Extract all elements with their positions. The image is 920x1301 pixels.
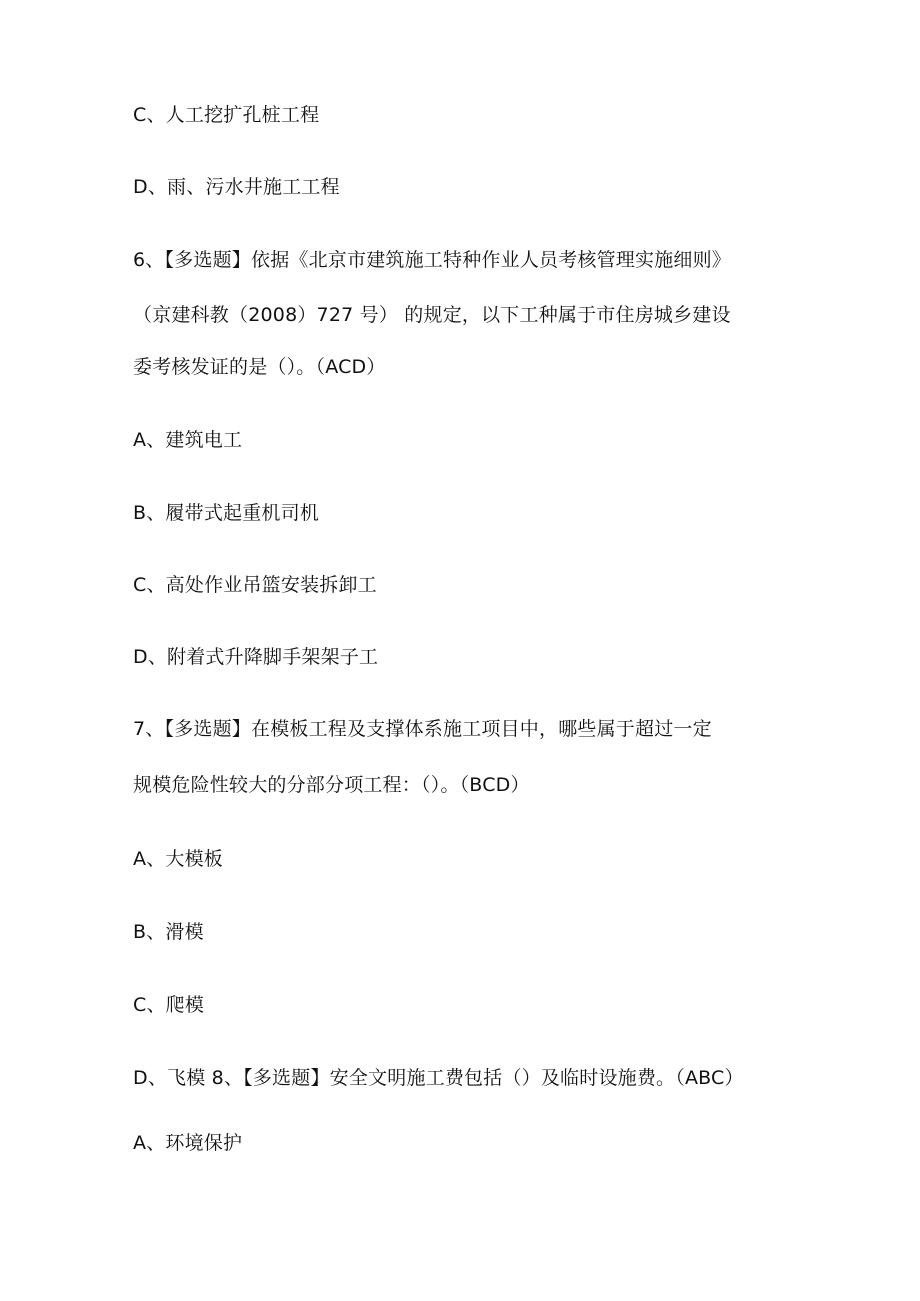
question-6-line-3: 委考核发证的是（）。（ACD） [133, 356, 386, 378]
option-a-q8: A、环境保护 [133, 1132, 243, 1154]
option-c-q7: C、爬模 [133, 994, 205, 1016]
option-c-q6: C、高处作业吊篮安装拆卸工 [133, 574, 377, 596]
question-7-line-1: 7、【多选题】在模板工程及支撑体系施工项目中，哪些属于超过一定 [133, 718, 712, 740]
question-6-line-1: 6、【多选题】依据《北京市建筑施工特种作业人员考核管理实施细则》 [133, 249, 731, 271]
option-b-q6: B、履带式起重机司机 [133, 502, 320, 524]
option-d-q7-and-question-8: D、飞模 8、【多选题】安全文明施工费包括（）及临时设施费。（ABC） [133, 1067, 744, 1089]
option-a-q6: A、建筑电工 [133, 429, 243, 451]
question-6-line-2: （京建科教（2008）727 号） 的规定，以下工种属于市住房城乡建设 [133, 304, 731, 326]
option-c-q5: C、人工挖扩孔桩工程 [133, 104, 320, 126]
option-b-q7: B、滑模 [133, 921, 204, 943]
option-d-q6: D、附着式升降脚手架架子工 [133, 646, 379, 668]
question-7-line-2: 规模危险性较大的分部分项工程：（）。（BCD） [133, 774, 530, 796]
option-d-q5: D、雨、污水井施工工程 [133, 176, 340, 198]
option-a-q7: A、大模板 [133, 848, 223, 870]
